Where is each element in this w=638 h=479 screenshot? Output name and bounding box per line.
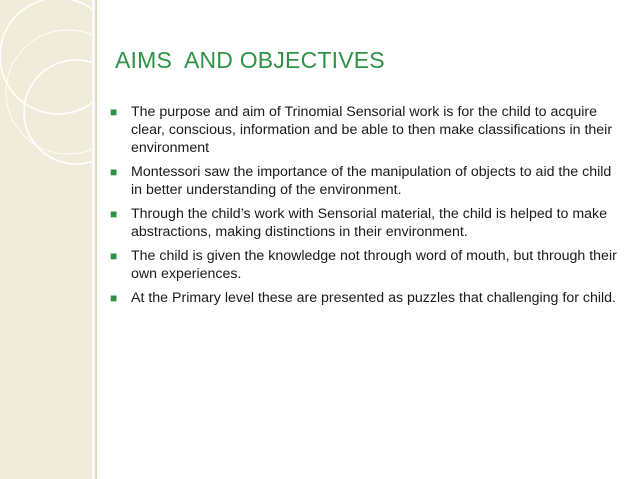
bullet-square-icon: ■	[110, 207, 118, 221]
bullet-item	[110, 247, 620, 283]
circles-decoration-icon	[0, 0, 92, 479]
bullet-square-icon: ■	[110, 291, 118, 305]
bullet-square-icon: ■	[110, 105, 118, 119]
vertical-divider	[95, 0, 97, 479]
bullet-text: Through the child’s work with Sensorial material, the child is helped to make abstractions, making distinctions in their environment.	[131, 206, 608, 240]
slide-title: AIMS AND OBJECTIVES	[115, 47, 385, 73]
bullet-text: The child is given the knowledge not through word of mouth, but through their own experiences.	[131, 248, 617, 282]
bullet-text: The purpose and aim of Trinomial Sensorial work is for the child to acquire clear, conscious, information and be able to then make classifications in their environment	[131, 104, 613, 156]
decorative-side-panel	[0, 0, 92, 479]
bullet-square-icon: ■	[110, 165, 118, 179]
bullet-text: Montessori saw the importance of the manipulation of objects to aid the child in better understanding of the environment.	[131, 164, 612, 198]
bullet-text: At the Primary level these are presented as puzzles that challenging for child.	[131, 290, 617, 306]
bullet-list	[110, 103, 620, 313]
bullet-item	[110, 205, 620, 241]
bullet-item	[110, 289, 620, 307]
bullet-item	[110, 103, 620, 157]
bullet-item	[110, 163, 620, 199]
bullet-square-icon: ■	[110, 249, 118, 263]
